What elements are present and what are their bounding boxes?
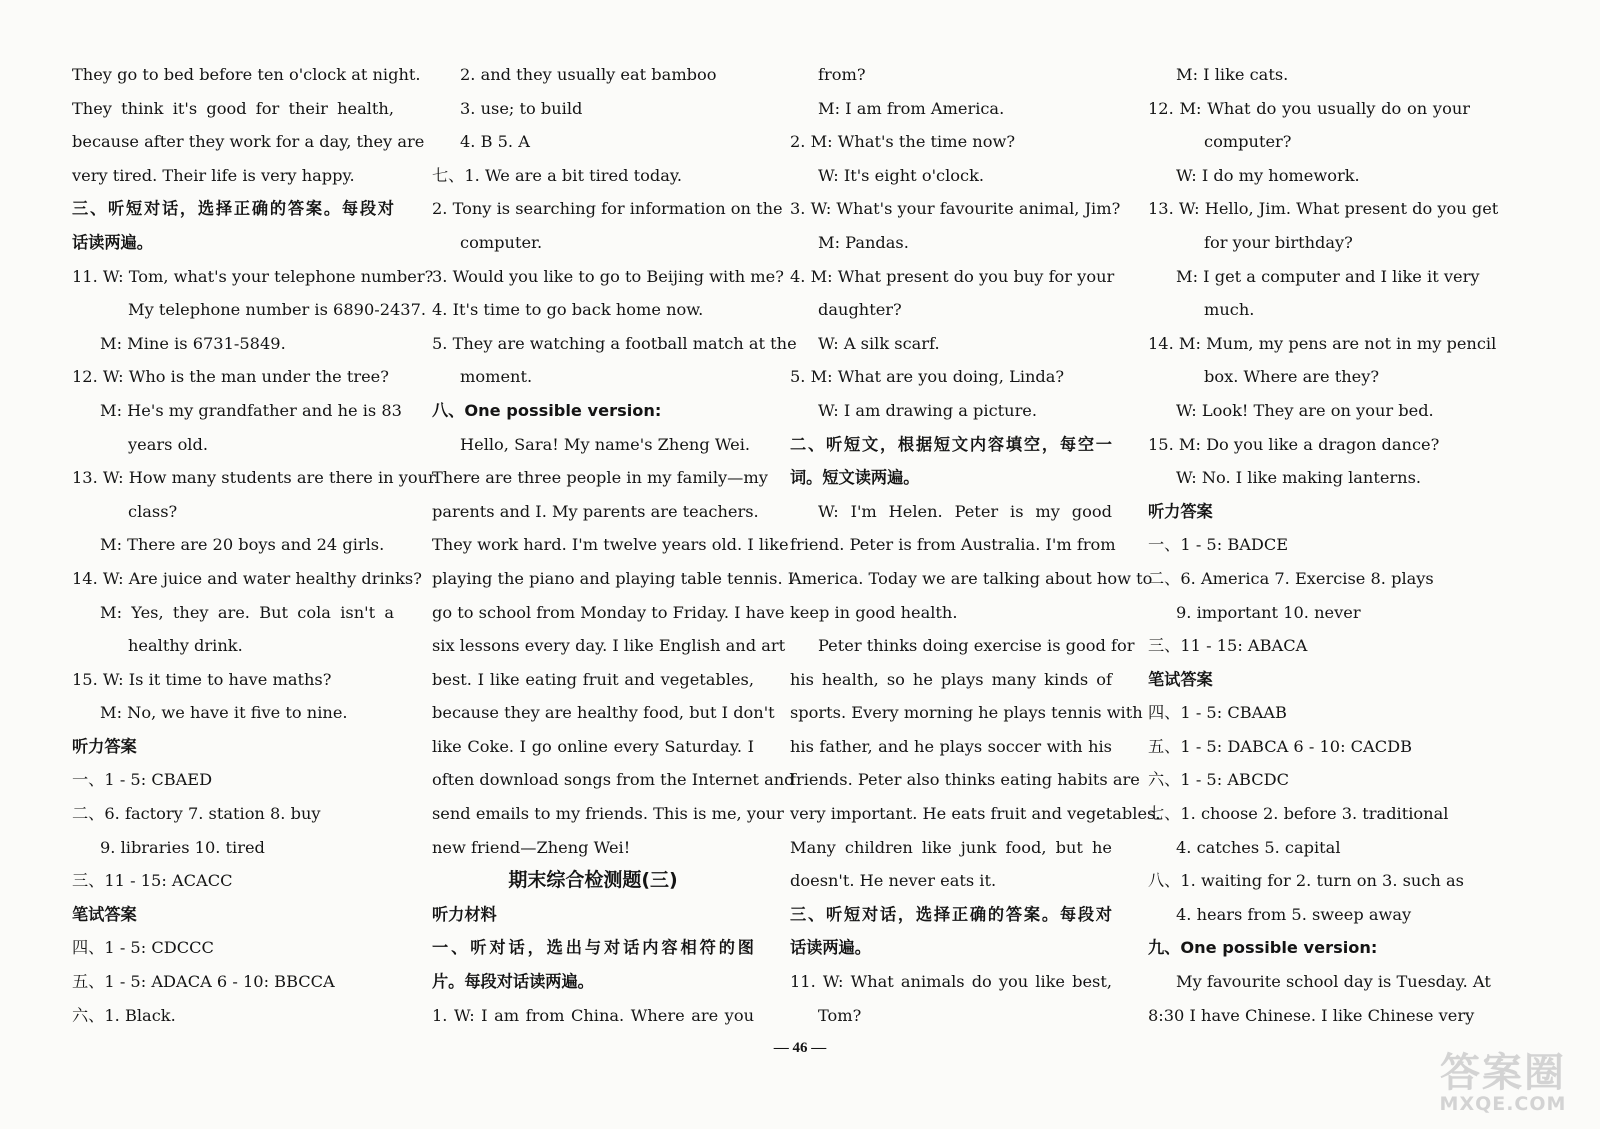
text-line: 2. and they usually eat bamboo <box>460 65 717 84</box>
text-line: send emails to my friends. This is me, your <box>432 804 784 824</box>
text-line: W: It's eight o'clock. <box>818 165 985 185</box>
text-line: 14. W: Are juice and water healthy drinks? <box>72 568 422 588</box>
text-line: from? <box>818 65 866 84</box>
text-line: his father, and he plays soccer with his <box>790 736 1112 756</box>
text-line: 四、1 - 5: CBAAB <box>1148 703 1287 723</box>
text-line: 11. W: What animals do you like best, <box>790 972 1112 992</box>
text-line: There are three people in my family—my <box>432 468 768 488</box>
text-line: 二、6. factory 7. station 8. buy <box>72 804 321 824</box>
text-line: 4. catches 5. capital <box>1176 837 1341 857</box>
page-number-value: 46 <box>792 1040 808 1056</box>
text-line: parents and I. My parents are teachers. <box>432 501 759 521</box>
text-line: friend. Peter is from Australia. I'm from <box>790 535 1116 555</box>
text-line: They think it's good for their health, <box>72 98 394 118</box>
text-line: 4. B 5. A <box>460 132 530 152</box>
text-line: 12. M: What do you usually do on your <box>1148 98 1470 118</box>
section-heading: 听力答案 <box>72 736 137 756</box>
column-1 <box>72 58 436 1032</box>
text-line: very tired. Their life is very happy. <box>72 165 355 185</box>
text-line: very important. He eats fruit and vegetables. <box>790 804 1161 824</box>
text-line: often download songs from the Internet and <box>432 770 795 790</box>
text-line: M: He's my grandfather and he is 83 <box>100 400 402 420</box>
text-line: 13. W: How many students are there in your <box>72 468 436 488</box>
text-line: 三、11 - 15: ABACA <box>1148 636 1308 656</box>
text-line: 2. M: What's the time now? <box>790 132 1016 152</box>
text-line: My telephone number is 6890-2437. <box>128 300 427 320</box>
text-line: years old. <box>128 434 208 454</box>
text-line: Many children like junk food, but he <box>790 837 1112 857</box>
text-line: 9. important 10. never <box>1176 602 1361 622</box>
text-line: much. <box>1204 300 1255 320</box>
section-heading: 听力答案 <box>1148 501 1213 521</box>
text-line: 3. Would you like to go to Beijing with me? <box>432 266 784 286</box>
text-line: 8:30 I have Chinese. I like Chinese very <box>1148 1005 1475 1025</box>
section-heading: 笔试答案 <box>72 904 137 924</box>
text-line: W: Look! They are on your bed. <box>1176 400 1434 420</box>
watermark-icon: 答案圈 <box>1440 1050 1566 1096</box>
text-line: M: No, we have it five to nine. <box>100 703 348 723</box>
text-line: 五、1 - 5: DABCA 6 - 10: CACDB <box>1148 736 1413 756</box>
text-line: for your birthday? <box>1204 232 1353 252</box>
text-line: his health, so he plays many kinds of <box>790 669 1112 689</box>
text-line: W: I'm Helen. Peter is my good <box>818 501 1112 521</box>
text-line: M: I like cats. <box>1176 65 1289 84</box>
text-line: friends. Peter also thinks eating habits are <box>790 770 1140 790</box>
text-line: My favourite school day is Tuesday. At <box>1176 972 1491 992</box>
text-line: 4. It's time to go back home now. <box>432 300 704 320</box>
text-line: Tom? <box>818 1005 862 1025</box>
text-line: computer. <box>460 232 543 252</box>
text-line: M: I get a computer and I like it very <box>1176 266 1480 286</box>
text-line: go to school from Monday to Friday. I have <box>432 602 785 622</box>
section-heading: 片。每段对话读两遍。 <box>432 972 594 992</box>
section-heading: 一、听对话，选出与对话内容相符的图 <box>432 938 754 958</box>
text-line: because they are healthy food, but I don't <box>432 703 775 723</box>
text-line: healthy drink. <box>128 636 243 656</box>
text-line: doesn't. He never eats it. <box>790 871 997 891</box>
text-line: because after they work for a day, they are <box>72 132 425 152</box>
watermark-text: MXQE.COM <box>1439 1093 1567 1115</box>
text-line: daughter? <box>818 300 902 320</box>
column-4 <box>1148 58 1499 1032</box>
text-line: new friend—Zheng Wei! <box>432 837 631 857</box>
text-line: 11. W: Tom, what's your telephone number? <box>72 266 434 286</box>
text-line: 13. W: Hello, Jim. What present do you get <box>1148 199 1499 219</box>
text-line: playing the piano and playing table tennis. I <box>432 568 795 588</box>
section-title: 期末综合检测题(三) <box>508 869 678 892</box>
column-2 <box>432 58 797 1032</box>
text-line: 一、1 - 5: CBAED <box>72 770 213 790</box>
text-line: 9. libraries 10. tired <box>100 837 265 857</box>
text-line: class? <box>128 501 178 521</box>
section-heading: 听力材料 <box>432 904 497 924</box>
watermark-logo <box>1418 1052 1588 1118</box>
text-line: They go to bed before ten o'clock at night. <box>72 65 421 84</box>
text-line: W: A silk scarf. <box>818 333 940 353</box>
section-heading: 话读两遍。 <box>790 938 871 958</box>
text-line: 14. M: Mum, my pens are not in my pencil <box>1148 333 1497 353</box>
section-heading: 词。短文读两遍。 <box>790 468 920 488</box>
text-line: box. Where are they? <box>1204 367 1380 387</box>
text-line: 四、1 - 5: CDCCC <box>72 938 214 958</box>
column-3 <box>790 58 1161 1032</box>
text-line: 八、1. waiting for 2. turn on 3. such as <box>1148 871 1464 891</box>
section-heading: 三、听短对话，选择正确的答案。每段对 <box>72 199 394 219</box>
text-line: 2. Tony is searching for information on the <box>432 199 783 219</box>
page-number: — 46 — <box>773 1040 827 1056</box>
section-heading: 九、One possible version: <box>1148 938 1378 958</box>
text-line: M: I am from America. <box>818 98 1005 118</box>
section-heading: 三、听短对话，选择正确的答案。每段对 <box>790 904 1112 924</box>
text-line: 一、1 - 5: BADCE <box>1148 535 1289 555</box>
text-line: They work hard. I'm twelve years old. I like <box>432 535 789 555</box>
text-line: 七、1. choose 2. before 3. traditional <box>1148 804 1449 824</box>
text-line: 5. They are watching a football match at the <box>432 333 797 353</box>
text-line: M: Pandas. <box>818 232 909 252</box>
text-line: 15. M: Do you like a dragon dance? <box>1148 434 1440 454</box>
text-line: 三、11 - 15: ACACC <box>72 871 233 891</box>
text-line: M: Mine is 6731-5849. <box>100 333 286 353</box>
text-line: 15. W: Is it time to have maths? <box>72 669 332 689</box>
text-line: W: I am drawing a picture. <box>818 400 1038 420</box>
section-heading: 话读两遍。 <box>72 232 153 252</box>
text-line: 3. use; to build <box>460 98 583 118</box>
text-line: keep in good health. <box>790 602 958 622</box>
section-heading: 笔试答案 <box>1148 669 1213 689</box>
text-line: 六、1. Black. <box>72 1005 176 1025</box>
text-line: W: I do my homework. <box>1176 165 1360 185</box>
text-line: best. I like eating fruit and vegetables, <box>432 669 754 689</box>
text-line: 五、1 - 5: ADACA 6 - 10: BBCCA <box>72 972 335 992</box>
text-line: 4. hears from 5. sweep away <box>1176 904 1412 924</box>
text-line: computer? <box>1204 132 1292 152</box>
text-line: M: Yes, they are. But cola isn't a <box>100 602 394 622</box>
text-line: 3. W: What's your favourite animal, Jim? <box>790 199 1121 219</box>
text-line: 七、1. We are a bit tired today. <box>432 165 683 185</box>
text-line: M: There are 20 boys and 24 girls. <box>100 535 385 555</box>
text-line: America. Today we are talking about how to <box>790 568 1153 588</box>
text-line: Hello, Sara! My name's Zheng Wei. <box>460 434 751 454</box>
text-line: 12. W: Who is the man under the tree? <box>72 367 389 387</box>
text-line: 六、1 - 5: ABCDC <box>1148 770 1289 790</box>
section-heading: 二、听短文，根据短文内容填空，每空一 <box>790 434 1112 454</box>
text-line: moment. <box>460 367 533 387</box>
text-line: 1. W: I am from China. Where are you <box>432 1005 754 1025</box>
text-line: 二、6. America 7. Exercise 8. plays <box>1148 568 1434 588</box>
text-line: W: No. I like making lanterns. <box>1176 468 1422 488</box>
section-heading: 八、One possible version: <box>432 400 662 420</box>
text-line: 5. M: What are you doing, Linda? <box>790 367 1065 387</box>
text-line: sports. Every morning he plays tennis with <box>790 703 1143 723</box>
text-line: Peter thinks doing exercise is good for <box>818 636 1135 656</box>
text-line: 4. M: What present do you buy for your <box>790 266 1115 286</box>
text-line: six lessons every day. I like English and art <box>432 636 786 656</box>
text-line: like Coke. I go online every Saturday. I <box>432 736 754 756</box>
